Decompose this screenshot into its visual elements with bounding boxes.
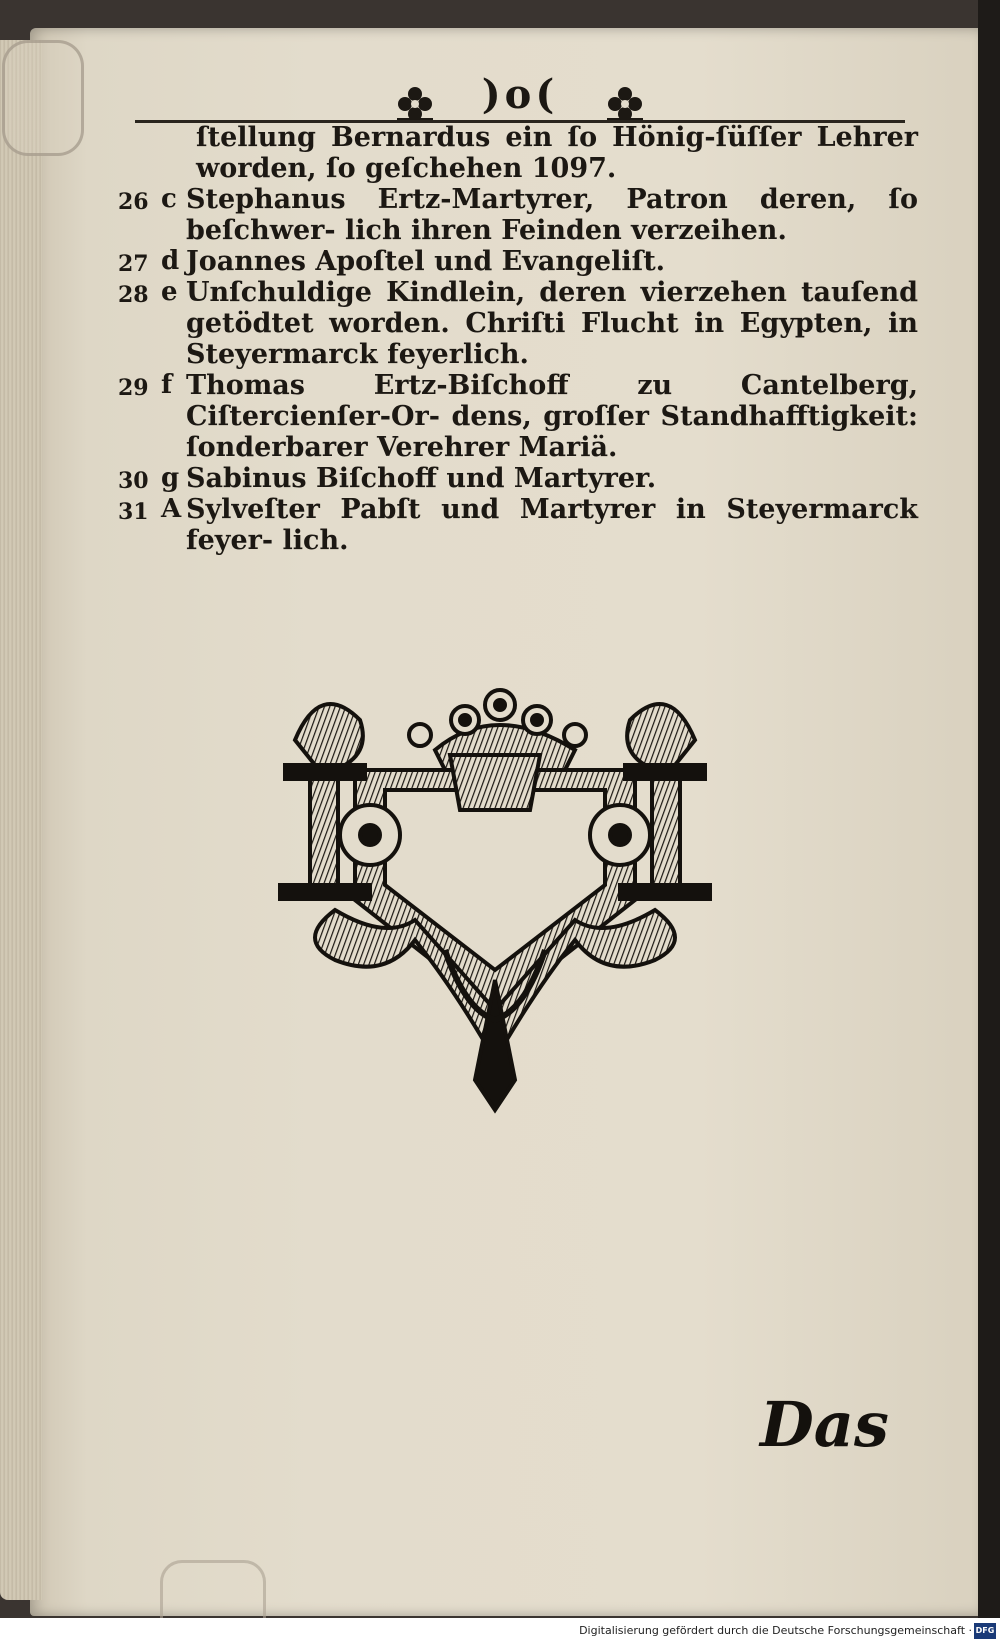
- entry-letter: g: [161, 463, 180, 493]
- book-spine-edge: [978, 0, 1000, 1646]
- entry-letter: d: [161, 246, 180, 276]
- page-edges: [0, 40, 42, 1600]
- entry-text: Thomas Ertz‑Biſchoff zu Cantelberg, Ciſtercienſer‑Or‑ dens, groſſer Standhafftigkeit: ſonderbarer Verehrer Mariä.: [186, 370, 918, 463]
- entry-day: 27: [118, 251, 149, 277]
- entry-text: Sylveſter Pabſt und Martyrer in Steyermarck feyer‑ lich.: [186, 494, 918, 556]
- holding-clip: [2, 40, 84, 156]
- calendar-entries: [118, 122, 918, 556]
- entry-letter: c: [161, 184, 177, 214]
- entry-day: 28: [118, 282, 149, 308]
- entry-letter: e: [161, 277, 178, 307]
- entry-28: [118, 277, 918, 370]
- holding-clip-bottom: [160, 1560, 266, 1623]
- page-mark: )o(: [481, 71, 559, 118]
- entry-day: 31: [118, 499, 149, 525]
- fleuron-left-icon: [393, 84, 437, 124]
- entry-29: [118, 370, 918, 463]
- entry-text: Sabinus Biſchoff und Martyrer.: [186, 463, 657, 494]
- funding-credit: Digitalisierung gefördert durch die Deutsche Forschungsgemeinschaft ·: [579, 1624, 972, 1637]
- entry-text: Joannes Apoſtel und Evangeliſt.: [186, 246, 666, 277]
- woodcut-vignette-icon: [275, 680, 715, 1120]
- entry-day: 30: [118, 468, 149, 494]
- entry-continuation: [118, 122, 918, 184]
- footer-bar: [0, 1618, 1000, 1646]
- entry-text: ſtellung Bernardus ein ſo Hönig‑ſüſſer Lehrer worden, ſo geſchehen 1097.: [196, 122, 918, 184]
- entry-31: [118, 494, 918, 556]
- entry-text: Stephanus Ertz‑Martyrer, Patron deren, ſo beſchwer‑ lich ihren Feinden verzeihen.: [186, 184, 918, 246]
- entry-26: [118, 184, 918, 246]
- entry-text: Unſchuldige Kindlein, deren vierzehen tauſend getödtet worden. Chriſti Flucht in Egypten, in Steyermarck feyerlich.: [186, 277, 918, 370]
- catchword: Das: [760, 1388, 889, 1461]
- entry-27: [118, 246, 918, 277]
- entry-day: 29: [118, 375, 149, 401]
- fleuron-right-icon: [603, 84, 647, 124]
- entry-30: [118, 463, 918, 494]
- dfg-logo-icon: DFG: [974, 1623, 996, 1639]
- entry-letter: f: [161, 370, 173, 400]
- entry-letter: A: [161, 494, 182, 524]
- entry-day: 26: [118, 189, 149, 215]
